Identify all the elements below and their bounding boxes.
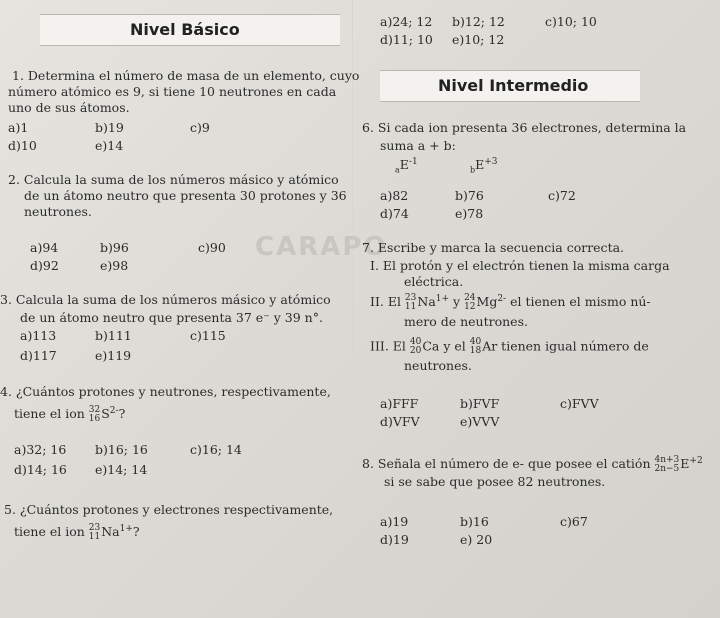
s2-mid: y: [449, 294, 465, 310]
q3-option-d[interactable]: d)117: [20, 348, 57, 363]
q7-option-b[interactable]: b)FVF: [460, 396, 500, 411]
ion-symbol: E: [680, 456, 690, 472]
q4-prefix: tiene el ion: [14, 406, 89, 422]
ion-symbol: E: [399, 157, 409, 173]
ion-z: b: [470, 165, 476, 175]
q6-option-a[interactable]: a)82: [380, 188, 409, 203]
q7-option-a[interactable]: a)FFF: [380, 396, 419, 411]
q3-option-e[interactable]: e)119: [95, 348, 132, 363]
prev-option-d[interactable]: d)11; 10: [380, 32, 433, 47]
q3-option-c[interactable]: c)115: [190, 328, 226, 343]
cation-formula: [654, 454, 702, 474]
q4-option-d[interactable]: d)14; 16: [14, 462, 67, 477]
q8-option-b[interactable]: b)16: [460, 514, 489, 529]
q3-option-a[interactable]: a)113: [20, 328, 57, 343]
q7-option-e[interactable]: e)VVV: [460, 414, 500, 429]
q2-line-1: 2. Calcula la suma de los números másico y atómico: [8, 172, 339, 187]
ion-charge: 1+: [435, 294, 450, 304]
argon-atom: [470, 338, 497, 356]
q1-line-3: uno de sus átomos.: [8, 100, 130, 115]
q5-suffix: ?: [132, 524, 140, 540]
prev-option-e[interactable]: e)10; 12: [452, 32, 505, 47]
s2-prefix: II. El: [370, 294, 405, 310]
q1-option-c[interactable]: c)9: [190, 120, 210, 135]
ion-charge: +2: [689, 456, 703, 466]
s2-suffix: el tienen el mismo nú-: [506, 294, 651, 310]
q1-option-a[interactable]: a)1: [8, 120, 29, 135]
ion-z: 16: [88, 413, 101, 424]
q8-option-e[interactable]: e) 20: [460, 532, 493, 547]
ion-symbol: Ca: [422, 338, 440, 354]
ion-symbol: Na: [101, 524, 120, 540]
q5-line-1: 5. ¿Cuántos protones y electrones respectivamente,: [4, 502, 334, 517]
ion-mass: 40: [469, 337, 482, 347]
ion-z: 11: [404, 301, 417, 312]
q2-option-b[interactable]: b)96: [100, 240, 129, 255]
s3-mid: y el: [439, 338, 470, 354]
q6-option-c[interactable]: c)72: [548, 188, 576, 203]
q2-option-a[interactable]: a)94: [30, 240, 59, 255]
q1-option-b[interactable]: b)19: [95, 120, 124, 135]
ion-mass: 4n+3: [654, 454, 680, 465]
q6-line-1: 6. Si cada ion presenta 36 electrones, determina la: [362, 120, 687, 135]
s3-suffix: tienen igual número de: [497, 338, 649, 354]
q3-line-1: 3. Calcula la suma de los números másico y atómico: [0, 292, 331, 307]
q5-prefix: tiene el ion: [14, 524, 89, 540]
prev-option-a[interactable]: a)24; 12: [380, 14, 433, 29]
sodium-ion: [89, 522, 133, 542]
ion-symbol: Na: [417, 294, 436, 310]
q6-ion-b: [470, 155, 498, 178]
q2-option-d[interactable]: d)92: [30, 258, 59, 273]
q8-option-a[interactable]: a)19: [380, 514, 409, 529]
q4-option-b[interactable]: b)16; 16: [95, 442, 148, 457]
q2-option-c[interactable]: c)90: [198, 240, 226, 255]
prev-option-b[interactable]: b)12; 12: [452, 14, 505, 29]
q2-line-2: de un átomo neutro que presenta 30 protones y 36: [24, 188, 347, 203]
section-title-intermedio: Nivel Intermedio: [438, 76, 589, 95]
q3-line-2: de un átomo neutro que presenta 37 e⁻ y 39 n°.: [20, 310, 323, 325]
ion-z: 20: [409, 346, 422, 356]
ion-mass: 24: [464, 292, 476, 303]
watermark-text: CARAPO: [255, 232, 388, 262]
q8-line-1: [362, 454, 703, 474]
ion-z: 18: [469, 346, 482, 356]
q8-option-c[interactable]: c)67: [560, 514, 588, 529]
q4-option-c[interactable]: c)16; 14: [190, 442, 242, 457]
ion-mass: 40: [409, 337, 422, 347]
q6-option-d[interactable]: d)74: [380, 206, 409, 221]
q7-statement-3-cont: neutrones.: [404, 358, 472, 373]
q7-statement-3: [370, 338, 649, 356]
ion-z: 11: [88, 531, 101, 542]
sulfur-ion: [89, 404, 119, 424]
ion-z: a: [395, 165, 400, 175]
ion-mass: 23: [88, 522, 101, 533]
q8-option-d[interactable]: d)19: [380, 532, 409, 547]
q2-option-e[interactable]: e)98: [100, 258, 129, 273]
magnesium-ion: [464, 292, 506, 312]
q6-line-2: suma a + b:: [380, 138, 456, 153]
q7-statement-1: I. El protón y el electrón tienen la misma carga: [370, 258, 670, 273]
ion-z: 12: [464, 301, 476, 312]
calcium-atom: [410, 338, 439, 356]
ion-charge: +3: [484, 157, 498, 167]
sodium-ion: [405, 292, 449, 312]
q7-option-d[interactable]: d)VFV: [380, 414, 420, 429]
q4-suffix: ?: [118, 406, 126, 422]
q7-option-c[interactable]: c)FVV: [560, 396, 599, 411]
ion-mass: 32: [88, 404, 101, 415]
ion-symbol: S: [101, 406, 110, 422]
q7-statement-2: [370, 292, 651, 312]
ion-charge: 1+: [119, 524, 133, 534]
q7-statement-2-cont: mero de neutrones.: [404, 314, 528, 329]
q6-option-e[interactable]: e)78: [455, 206, 484, 221]
q7-title: 7. Escribe y marca la secuencia correcta.: [362, 240, 625, 255]
q4-line-1: 4. ¿Cuántos protones y neutrones, respectivamente,: [0, 384, 331, 399]
q8-line-2: si se sabe que posee 82 neutrones.: [384, 474, 606, 489]
q1-option-d[interactable]: d)10: [8, 138, 37, 153]
q5-line-2: [14, 522, 140, 542]
ion-charge: 2-: [109, 406, 119, 416]
q4-line-2: [14, 404, 125, 424]
q6-ion-a: [395, 155, 418, 178]
q4-option-e[interactable]: e)14; 14: [95, 462, 148, 477]
ion-mass: 23: [404, 292, 417, 303]
ion-charge: -1: [408, 157, 418, 167]
q4-option-a[interactable]: a)32; 16: [14, 442, 67, 457]
q6-option-b[interactable]: b)76: [455, 188, 484, 203]
q3-option-b[interactable]: b)111: [95, 328, 132, 343]
ion-symbol: E: [475, 157, 485, 173]
q1-option-e[interactable]: e)14: [95, 138, 124, 153]
ion-symbol: Mg: [476, 294, 498, 310]
ion-charge: 2-: [497, 294, 507, 304]
column-divider: [352, 0, 353, 618]
prev-option-c[interactable]: c)10; 10: [545, 14, 597, 29]
s3-prefix: III. El: [370, 338, 410, 354]
q2-line-3: neutrones.: [24, 204, 92, 219]
ion-symbol: Ar: [482, 338, 498, 354]
q1-line-2: número atómico es 9, si tiene 10 neutrones en cada: [8, 84, 337, 99]
q8-prefix: 8. Señala el número de e- que posee el catión: [362, 456, 655, 472]
q7-statement-1-cont: eléctrica.: [404, 274, 464, 289]
q1-line-1: 1. Determina el número de masa de un elemento, cuyo: [12, 68, 360, 83]
section-title-basico: Nivel Básico: [130, 20, 240, 39]
ion-z: 2n−5: [654, 463, 680, 474]
